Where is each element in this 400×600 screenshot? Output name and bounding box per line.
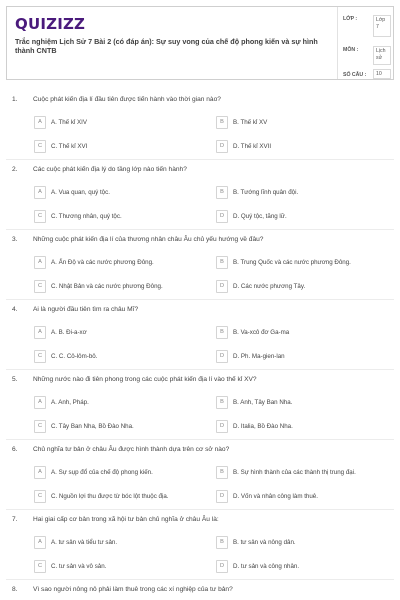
question-text: Ai là người đầu tiên tìm ra châu Mĩ? (33, 306, 139, 313)
question-divider (6, 579, 394, 580)
question-item (0, 446, 400, 516)
option-text: A. tư sản và tiểu tư sản. (51, 539, 118, 546)
option-letter: C (34, 280, 46, 293)
option-b[interactable] (216, 116, 386, 130)
question-number: 5. (12, 376, 18, 383)
option-letter: D (216, 210, 228, 223)
option-d[interactable] (216, 420, 386, 434)
option-text: A. Ấn Độ và các nước phương Đông. (51, 259, 154, 266)
question-number: 8. (12, 586, 18, 593)
option-text: B. Sự hình thành của các thành thị trung đại. (233, 469, 356, 476)
option-letter: B (216, 116, 228, 129)
option-letter: B (216, 186, 228, 199)
option-text: B. Va-xcô đơ Ga-ma (233, 329, 290, 336)
option-c[interactable] (34, 140, 204, 154)
option-text: A. Anh, Pháp. (51, 399, 89, 406)
option-letter: D (216, 350, 228, 363)
option-text: D. Các nước phương Tây. (233, 283, 306, 290)
option-letter: D (216, 280, 228, 293)
question-divider (6, 509, 394, 510)
grade-value: Lớp 7 (373, 15, 391, 37)
option-letter: A (34, 116, 46, 129)
count-value: 10 (373, 69, 391, 79)
question-text: Những cuộc phát kiến địa lí của thương nhân châu Âu chủ yếu hướng về đâu? (33, 236, 264, 243)
worksheet-title: Trắc nghiệm Lịch Sử 7 Bài 2 (có đáp án): Sự suy vong của chế độ phong kiến và sự hình thành CNTB (15, 37, 318, 55)
option-c[interactable] (34, 210, 204, 224)
option-letter: B (216, 466, 228, 479)
meta-divider (337, 7, 338, 79)
question-item (0, 306, 400, 376)
question-divider (6, 369, 394, 370)
option-b[interactable] (216, 186, 386, 200)
option-b[interactable] (216, 466, 386, 480)
option-text: C. Nguồn lợi thu được từ bóc lột thuộc địa. (51, 493, 169, 500)
option-letter: C (34, 490, 46, 503)
option-a[interactable] (34, 186, 204, 200)
question-number: 6. (12, 446, 18, 453)
question-text: Những nước nào đi tiên phong trong các cuộc phát kiến địa lí vào thế kỉ XV? (33, 376, 257, 383)
option-d[interactable] (216, 350, 386, 364)
question-text: Hai giai cấp cơ bản trong xã hội tư bản chủ nghĩa ở châu Âu là: (33, 516, 219, 523)
option-text: D. Ph. Ma-gien-lan (233, 353, 285, 360)
option-letter: C (34, 140, 46, 153)
option-b[interactable] (216, 256, 386, 270)
option-text: D. tư sản và công nhân. (233, 563, 300, 570)
option-text: C. C. Cô-lôm-bô. (51, 353, 98, 360)
option-letter: B (216, 326, 228, 339)
option-text: C. Thế kỉ XVI (51, 143, 88, 150)
option-text: B. Anh, Tây Ban Nha. (233, 399, 293, 406)
subject-label: MÔN : (343, 47, 359, 53)
question-item (0, 376, 400, 446)
question-item (0, 236, 400, 306)
option-a[interactable] (34, 466, 204, 480)
question-number: 1. (12, 96, 18, 103)
question-text: Vì sao người nông nô phải làm thuê trong các xí nghiệp của tư bản? (33, 586, 233, 593)
question-divider (6, 229, 394, 230)
option-letter: C (34, 560, 46, 573)
question-number: 2. (12, 166, 18, 173)
option-d[interactable] (216, 280, 386, 294)
option-a[interactable] (34, 396, 204, 410)
option-b[interactable] (216, 536, 386, 550)
grade-label: LỚP : (343, 16, 358, 22)
option-letter: A (34, 466, 46, 479)
option-d[interactable] (216, 560, 386, 574)
option-text: D. Italia, Bồ Đào Nha. (233, 423, 293, 430)
option-b[interactable] (216, 326, 386, 340)
option-letter: A (34, 536, 46, 549)
option-letter: A (34, 396, 46, 409)
question-text: Chủ nghĩa tư bản ở châu Âu được hình thành dựa trên cơ sở nào? (33, 446, 230, 453)
option-letter: A (34, 326, 46, 339)
question-text: Cuộc phát kiến địa lí đầu tiên được tiến hành vào thời gian nào? (33, 96, 221, 103)
option-text: C. tư sản và vô sản. (51, 563, 107, 570)
option-letter: B (216, 536, 228, 549)
option-a[interactable] (34, 256, 204, 270)
subject-value: Lịch sử (373, 46, 391, 65)
option-d[interactable] (216, 140, 386, 154)
option-text: C. Tây Ban Nha, Bồ Đào Nha. (51, 423, 134, 430)
option-letter: C (34, 210, 46, 223)
option-text: A. Vua quan, quý tộc. (51, 189, 110, 196)
question-text: Các cuộc phát kiến địa lý do tầng lớp nào tiến hành? (33, 166, 187, 173)
question-number: 4. (12, 306, 18, 313)
option-letter: D (216, 140, 228, 153)
option-text: A. Sự sụp đổ của chế độ phong kiến. (51, 469, 153, 476)
option-a[interactable] (34, 326, 204, 340)
question-item (0, 96, 400, 166)
option-letter: B (216, 256, 228, 269)
option-letter: B (216, 396, 228, 409)
count-label: SỐ CÂU : (343, 72, 367, 78)
option-text: B. tư sản và nông dân. (233, 539, 296, 546)
option-text: D. Thế kỉ XVII (233, 143, 272, 150)
option-d[interactable] (216, 490, 386, 504)
option-text: C. Thương nhân, quý tộc. (51, 213, 122, 220)
option-text: D. Vốn và nhân công làm thuê. (233, 493, 318, 500)
option-b[interactable] (216, 396, 386, 410)
option-letter: D (216, 560, 228, 573)
option-letter: D (216, 490, 228, 503)
option-letter: A (34, 256, 46, 269)
option-text: B. Thế kỉ XV (233, 119, 268, 126)
worksheet-header (6, 6, 394, 80)
option-c[interactable] (34, 420, 204, 434)
question-divider (6, 299, 394, 300)
option-c[interactable] (34, 490, 204, 504)
option-c[interactable] (34, 350, 204, 364)
option-d[interactable] (216, 210, 386, 224)
option-text: A. B. Đi-a-xơ (51, 329, 87, 336)
quizizz-logo: QUIZIZZ (15, 15, 86, 33)
question-item (0, 586, 400, 600)
option-text: A. Thế kỉ XIV (51, 119, 87, 126)
option-text: C. Nhật Bản và các nước phương Đông. (51, 283, 163, 290)
question-divider (6, 159, 394, 160)
question-number: 3. (12, 236, 18, 243)
option-letter: C (34, 420, 46, 433)
option-a[interactable] (34, 116, 204, 130)
option-text: B. Trung Quốc và các nước phương Đông. (233, 259, 351, 266)
option-letter: C (34, 350, 46, 363)
option-a[interactable] (34, 536, 204, 550)
option-c[interactable] (34, 280, 204, 294)
option-letter: D (216, 420, 228, 433)
question-number: 7. (12, 516, 18, 523)
question-list (0, 96, 400, 600)
question-item (0, 166, 400, 236)
option-letter: A (34, 186, 46, 199)
option-text: B. Tướng lĩnh quân đội. (233, 189, 299, 196)
option-text: D. Quý tộc, tăng lữ. (233, 213, 287, 220)
question-divider (6, 439, 394, 440)
option-c[interactable] (34, 560, 204, 574)
question-item (0, 516, 400, 586)
